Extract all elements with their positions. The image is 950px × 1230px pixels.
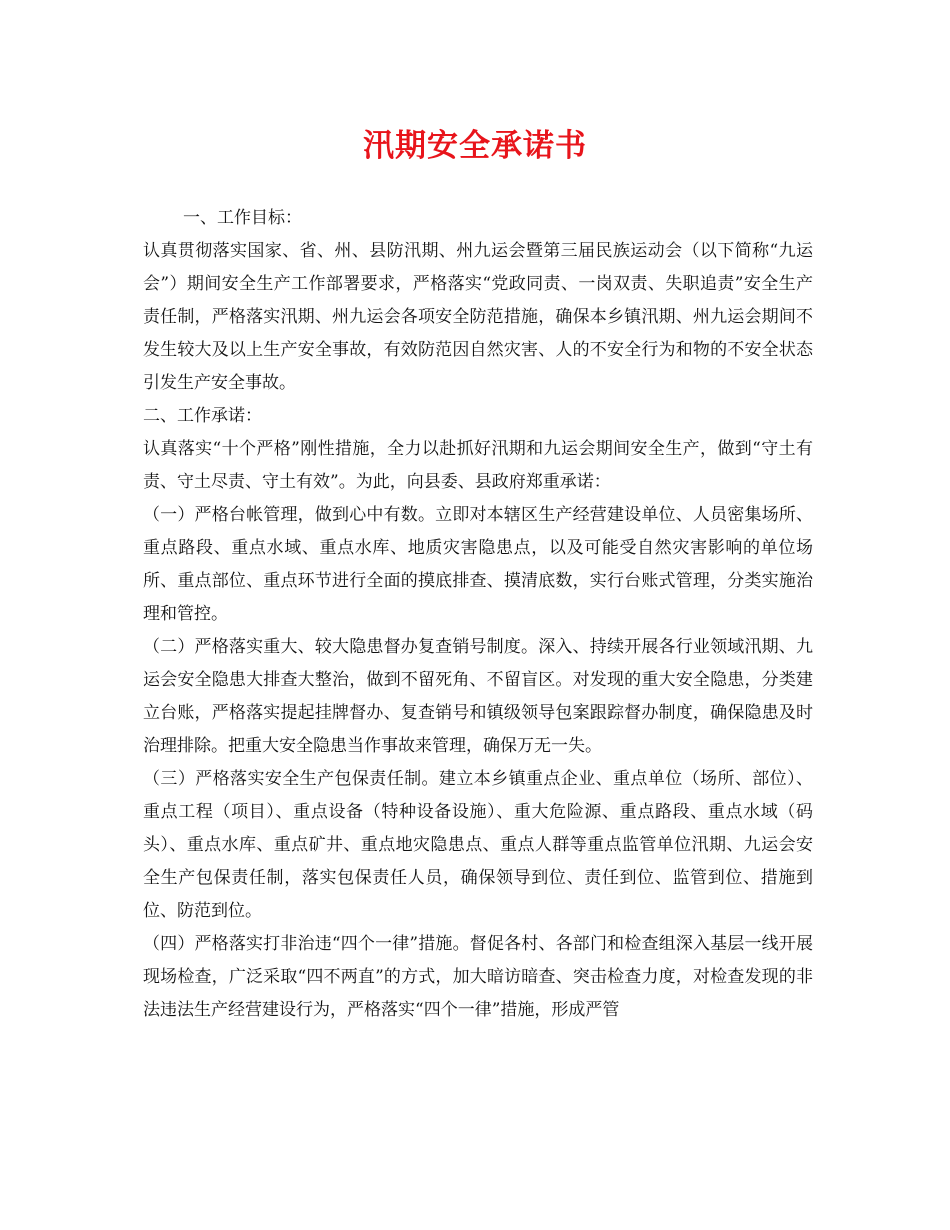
paragraph-item-1: （一）严格台帐管理，做到心中有数。立即对本辖区生产经营建设单位、人员密集场所、重点路段、重点水域、重点水库、地质灾害隐患点，以及可能受自然灾害影响的单位场所、重点部位、重点环节进行全面的摸底排查、摸清底数，实行台账式管理，分类实施治理和管控。 bbox=[143, 505, 813, 624]
section-heading-commitments: 二、工作承诺： bbox=[143, 406, 262, 426]
paragraph-item-4: （四）严格落实打非治违“四个一律”措施。督促各村、各部门和检查组深入基层一线开展现场检查，广泛采取“四不两直”的方式，加大暗访暗查、突击检查力度，对检查发现的非法违法生产经营建设行为，严格落实“四个一律”措施，形成严管 bbox=[143, 934, 813, 1020]
paragraph-commitment-intro: 认真落实“十个严格”刚性措施，全力以赴抓好汛期和九运会期间安全生产，做到“守土有责、守土尽责、守土有效”。为此，向县委、县政府郑重承诺： bbox=[143, 439, 813, 492]
document-title: 汛期安全承诺书 bbox=[363, 128, 587, 164]
paragraph-item-3: （三）严格落实安全生产包保责任制。建立本乡镇重点企业、重点单位（场所、部位）、重点工程（项目）、重点设备（特种设备设施）、重大危险源、重点路段、重点水域（码头）、重点水库、重点矿井、重点地灾隐患点、重点人群等重点监管单位汛期、九运会安全生产包保责任制，落实包保责任人员，确保领导到位、责任到位、监管到位、措施到位、防范到位。 bbox=[143, 769, 813, 921]
paragraph-goals: 认真贯彻落实国家、省、州、县防汛期、州九运会暨第三届民族运动会（以下简称“九运会”）期间安全生产工作部署要求，严格落实“党政同责、一岗双责、失职追责”安全生产责任制，严格落实汛期、州九运会各项安全防范措施，确保本乡镇汛期、州九运会期间不发生较大及以上生产安全事故，有效防范因自然灾害、人的不安全行为和物的不安全状态引发生产安全事故。 bbox=[143, 241, 813, 393]
paragraph-item-2: （二）严格落实重大、较大隐患督办复查销号制度。深入、持续开展各行业领域汛期、九运会安全隐患大排查大整治，做到不留死角、不留盲区。对发现的重大安全隐患，分类建立台账，严格落实提起挂牌督办、复查销号和镇级领导包案跟踪督办制度，确保隐患及时治理排除。把重大安全隐患当作事故来管理，确保万无一失。 bbox=[143, 637, 813, 756]
section-heading-goals: 一、工作目标： bbox=[183, 208, 302, 228]
document-body bbox=[143, 202, 813, 1027]
